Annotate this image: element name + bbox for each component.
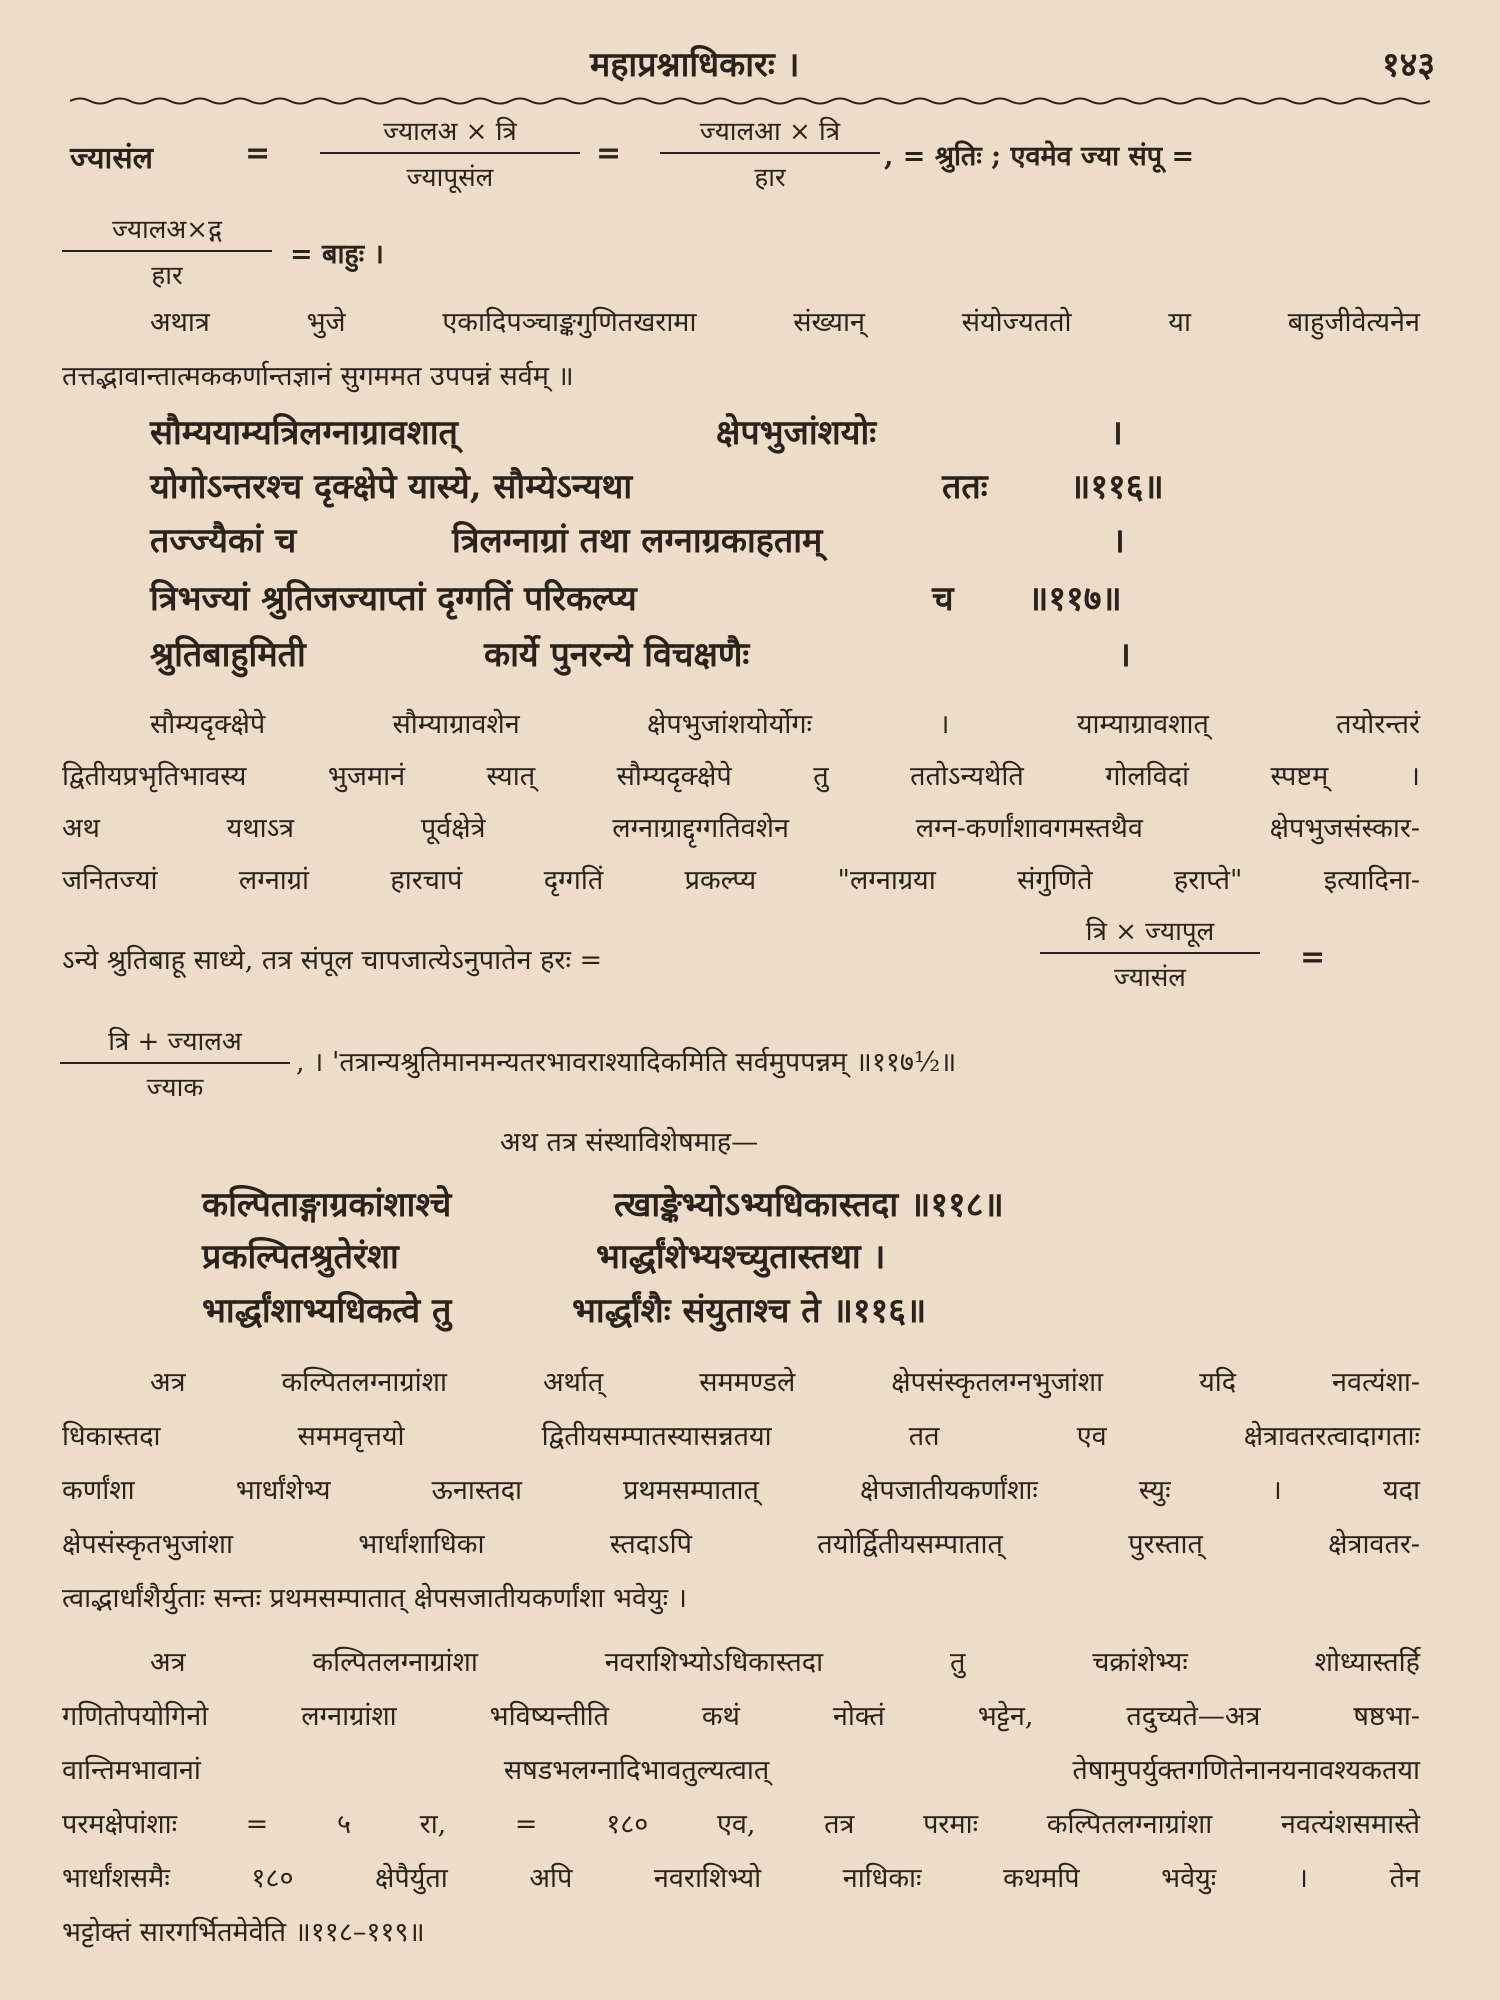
para-2-line-3: अथ यथाऽत्र पूर्वक्षेत्रे लग्नाग्राद्दृग्गतिवशेन लग्न-कर्णांशावगमस्तथैव क्षेपभुजसंस्कार- [62, 813, 1420, 844]
fraction-denominator: ज्याक [146, 1073, 204, 1103]
formula-3-fraction [1040, 912, 1260, 994]
page-header [0, 40, 1500, 84]
para-3-line-2: धिकास्तदा सममवृत्तयो द्वितीयसम्पातस्यासन्नतया तत एव क्षेत्रावतरत्वादागताः [62, 1421, 1420, 1452]
verse-4-a: त्रिभज्यां श्रुतिजज्याप्तां दृग्गतिं परिकल्प्य [150, 579, 637, 619]
para-4-line-3: वान्तिमभावानां सषडभलग्नादिभावतुल्यत्वात् तेषामुपर्युक्तगणितेनानयनावश्यकतया [62, 1755, 1420, 1786]
para-4-line-4: परमक्षेपांशाः = ५ रा, = १८० एव, तत्र परमाः कल्पितलग्नाग्रांशा नवत्यंशसमास्ते [62, 1809, 1420, 1840]
formula-1-equals-2: = [596, 136, 622, 171]
verse-5-c: । [1118, 635, 1131, 675]
verse-3-c: । [1112, 521, 1125, 561]
para-3-line-3: कर्णांशा भार्धांशेभ्य ऊनास्तदा प्रथमसम्पातात् क्षेपजातीयकर्णांशाः स्युः । यदा [62, 1475, 1420, 1506]
fraction-bar [660, 152, 880, 154]
verse-7-b: भार्द्धांशेभ्यश्च्युतास्तथा । [596, 1237, 886, 1277]
fraction-bar [1040, 952, 1260, 954]
verse-4-b: च [932, 579, 954, 619]
page-number: १४३ [1382, 45, 1436, 85]
fraction-numerator: ज्यालआ × त्रि [699, 117, 841, 147]
formula-4-fraction [60, 1022, 290, 1104]
header-rule [70, 96, 1430, 106]
section-intro: अथ तत्र संस्थाविशेषमाह— [500, 1127, 759, 1158]
para-2-line-5: ऽन्ये श्रुतिबाहू साध्ये, तत्र संपूल चापजात्येऽनुपातेन हरः = [62, 945, 603, 976]
verse-5-b: कार्ये पुनरन्ये विचक्षणैः [484, 635, 750, 675]
fraction-numerator: त्रि × ज्यापूल [1085, 917, 1215, 947]
verse-1-b: क्षेपभुजांशयोः [716, 413, 877, 453]
fraction-numerator: त्रि + ज्यालअ [108, 1027, 242, 1057]
verse-2-c: ॥११६॥ [1070, 467, 1164, 507]
fraction-denominator: हार [754, 163, 786, 193]
fraction-numerator: ज्यालअ × त्रि [383, 117, 517, 147]
verse-6-a: कल्पिताङ्गाग्रकांशाश्चे [202, 1185, 452, 1225]
formula-3-equals: = [1300, 940, 1326, 975]
para-2-line-1: सौम्यदृक्क्षेपे सौम्याग्रावशेन क्षेपभुजांशयोर्योगः । याम्याग्रावशात् तयोरन्तरं [150, 709, 1420, 740]
verse-5-a: श्रुतिबाहुमिती [150, 635, 306, 675]
para-1-line-1: अथात्र भुजे एकादिपञ्चाङ्कगुणितखरामा संख्यान् संयोज्यततो या बाहुजीवेत्यनेन [150, 307, 1420, 338]
fraction-denominator: हार [151, 261, 183, 291]
verse-2-a: योगोऽन्तरश्च दृक्क्षेपे यास्ये, सौम्येऽन्यथा [150, 467, 633, 507]
fraction-bar [320, 152, 580, 154]
para-4-line-2: गणितोपयोगिनो लग्नाग्रांशा भविष्यन्तीति कथं नोक्तं भट्टेन, तदुच्यते—अत्र षष्ठभा- [62, 1701, 1420, 1732]
fraction-bar [60, 1062, 290, 1064]
para-3-line-5: त्वाद्भार्धांशैर्युताः सन्तः प्रथमसम्पातात् क्षेपसजातीयकर्णांशा भवेयुः । [62, 1583, 687, 1614]
verse-8-a: भार्द्धांशाभ्यधिकत्वे तु [202, 1291, 452, 1331]
verse-6-b: त्खाङ्केभ्योऽभ्यधिकास्तदा ॥११८॥ [614, 1185, 1004, 1225]
formula-2-rest: = बाहुः । [290, 239, 384, 270]
verse-3-a: तज्ज्यैकां च [150, 521, 297, 561]
formula-1-fraction-b [660, 112, 880, 194]
verse-3-b: त्रिलग्नाग्रां तथा लग्नाग्रकाहताम् [452, 521, 823, 561]
para-3-line-4: क्षेपसंस्कृतभुजांशा भार्धांशाधिका स्तदाऽपि तयोर्द्वितीयसम्पातात् पुरस्तात् क्षेत्रावतर- [62, 1529, 1420, 1560]
para-4-line-1: अत्र कल्पितलग्नाग्रांशा नवराशिभ्योऽधिकास्तदा तु चक्रांशेभ्यः शोध्यास्तर्हि [150, 1647, 1420, 1678]
fraction-denominator: ज्यापूसंल [406, 163, 494, 193]
para-4-line-5: भार्धांशसमैः १८० क्षेपैर्युता अपि नवराशिभ्यो नाधिकाः कथमपि भवेयुः । तेन [62, 1863, 1420, 1894]
formula-1-lhs: ज्यासंल [70, 141, 153, 176]
chapter-title: महाप्रश्नाधिकारः । [590, 45, 800, 85]
para-3-line-1: अत्र कल्पितलग्नाग्रांशा अर्थात् सममण्डले क्षेपसंस्कृतलग्नभुजांशा यदि नवत्यंशा- [150, 1367, 1420, 1398]
formula-1-rest: , = श्रुतिः ; एवमेव ज्या संपू = [884, 141, 1195, 172]
verse-8-b: भार्द्धांशैः संयुताश्च ते ॥११६॥ [572, 1291, 927, 1331]
verse-1-c: । [1110, 413, 1123, 453]
para-2-line-2: द्वितीयप्रभृतिभावस्य भुजमानं स्यात् सौम्यदृक्क्षेपे तु ततोऽन्यथेति गोलविदां स्पष्टम् । [62, 761, 1420, 792]
para-4-line-6: भट्टोक्तं सारगर्भितमेवेति ॥११८–११९॥ [62, 1917, 425, 1948]
formula-4-rest: , । 'तत्रान्यश्रुतिमानमन्यतरभावराश्यादिकमिति सर्वमुपपन्नम् ॥११७½॥ [296, 1047, 957, 1078]
verse-2-b: ततः [942, 467, 988, 507]
verse-1-a: सौम्ययाम्यत्रिलग्नाग्रावशात् [150, 413, 458, 453]
fraction-numerator: ज्यालअ×द्ग [112, 215, 222, 245]
formula-1-fraction-a [320, 112, 580, 194]
fraction-denominator: ज्यासंल [1114, 963, 1186, 993]
fraction-bar [62, 250, 272, 252]
formula-2-fraction [62, 210, 272, 292]
verse-4-c: ॥११७॥ [1028, 579, 1122, 619]
para-2-line-4: जनितज्यां लग्नाग्रां हारचापं दृग्गतिं प्रकल्प्य "लग्नाग्रया संगुणिते हराप्ते" इत्यादिना- [62, 865, 1420, 896]
para-1-line-2: तत्तद्भावान्तात्मककर्णान्तज्ञानं सुगममत उपपन्नं सर्वम् ॥ [62, 361, 574, 392]
formula-1-equals: = [245, 136, 271, 171]
verse-7-a: प्रकल्पितश्रुतेरंशा [202, 1237, 399, 1277]
